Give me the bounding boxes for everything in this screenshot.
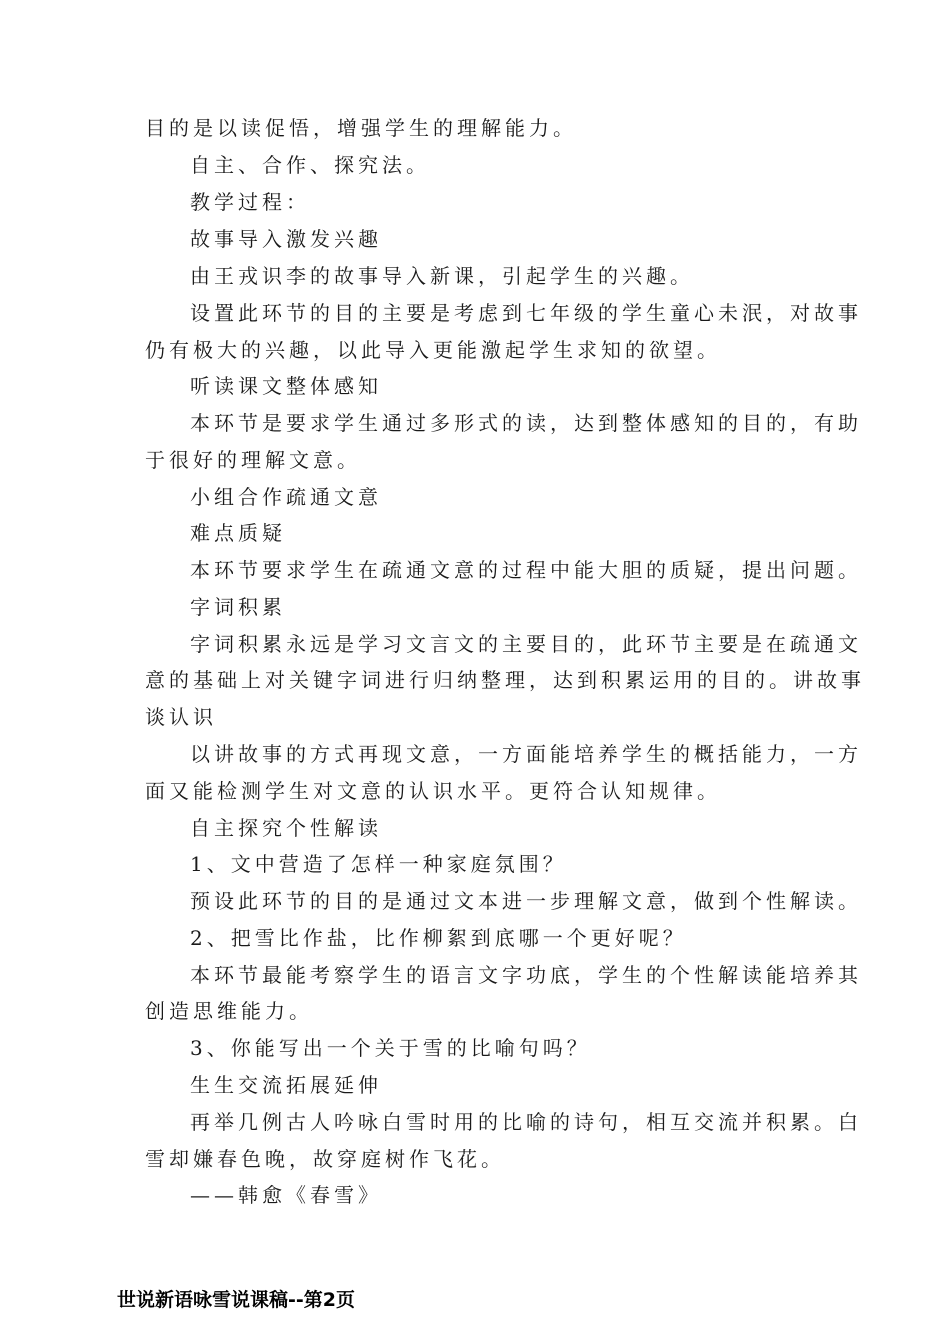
text-line: 仍有极大的兴趣，以此导入更能激起学生求知的欲望。 [145,338,721,362]
text-line: 本环节要求学生在疏通文意的过程中能大胆的质疑，提出问题。 [190,558,862,582]
question-line: 2、把雪比作盐，比作柳絮到底哪一个更好呢？ [190,926,687,950]
text-line: 以讲故事的方式再现文意，一方面能培养学生的概括能力，一方 [190,742,862,766]
section-heading: 教学过程： [190,190,310,214]
text-line: 本环节最能考察学生的语言文字功底，学生的个性解读能培养其 [190,963,862,987]
text-line: 谈认识 [145,705,217,729]
text-line: 字词积累永远是学习文言文的主要目的，此环节主要是在疏通文 [190,632,862,656]
text-line: 于很好的理解文意。 [145,448,361,472]
question-line: 3、你能写出一个关于雪的比喻句吗？ [190,1036,591,1060]
page-footer: 世说新语咏雪说课稿--第2页 [117,1289,355,1311]
text-line: 雪却嫌春色晚，故穿庭树作飞花。 [145,1147,505,1171]
text-line: 目的是以读促悟，增强学生的理解能力。 [145,116,577,140]
section-heading: 听读课文整体感知 [190,374,382,398]
text-line: 预设此环节的目的是通过文本进一步理解文意，做到个性解读。 [190,889,862,913]
text-line: 面又能检测学生对文意的认识水平。更符合认知规律。 [145,779,721,803]
text-line: 意的基础上对关键字词进行归纳整理，达到积累运用的目的。讲故事 [145,668,865,692]
text-line: 设置此环节的目的主要是考虑到七年级的学生童心未泯，对故事 [190,301,862,325]
question-line: 1、文中营造了怎样一种家庭氛围？ [190,852,567,876]
section-heading: 生生交流拓展延伸 [190,1073,382,1097]
text-line: 再举几例古人吟咏白雪时用的比喻的诗句，相互交流并积累。白 [190,1110,862,1134]
section-heading: 字词积累 [190,595,286,619]
text-line: 本环节是要求学生通过多形式的读，达到整体感知的目的，有助 [190,411,862,435]
section-heading: 小组合作疏通文意 [190,485,382,509]
section-heading: 难点质疑 [190,521,286,545]
text-line: 自主、合作、探究法。 [190,153,430,177]
section-heading: 故事导入激发兴趣 [190,227,382,251]
text-line: 由王戎识李的故事导入新课，引起学生的兴趣。 [190,264,694,288]
section-heading: 自主探究个性解读 [190,816,382,840]
text-line: 创造思维能力。 [145,999,313,1023]
attribution-line: ——韩愈《春雪》 [190,1183,382,1207]
